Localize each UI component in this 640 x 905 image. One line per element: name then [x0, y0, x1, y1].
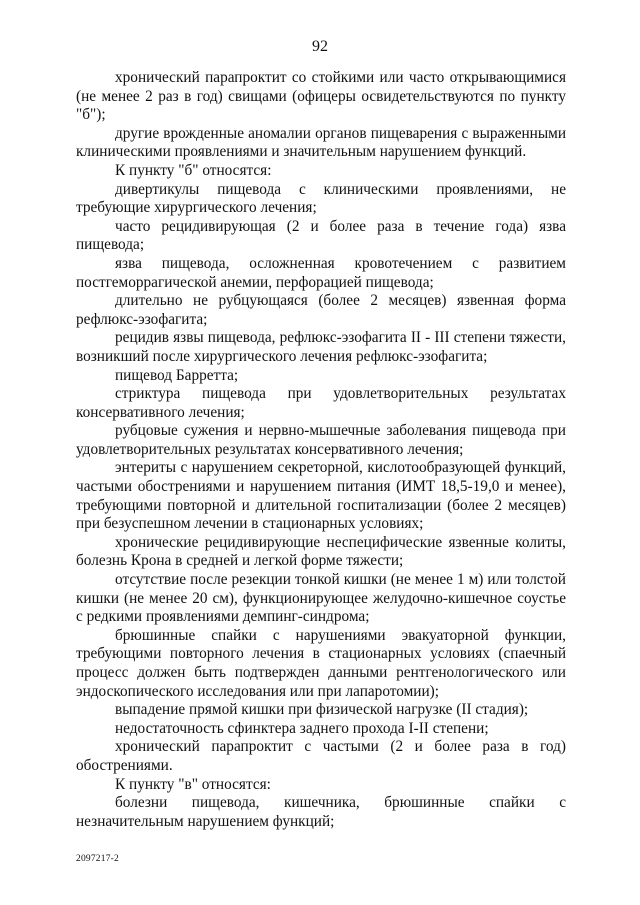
document-code: 2097217-2: [76, 854, 119, 864]
paragraph: недостаточность сфинктера заднего прохода I-II степени;: [115, 719, 489, 737]
paragraph: хронический парапроктит с частыми (2 и более раза в год) обострениями.: [76, 738, 566, 774]
paragraph: язва пищевода, осложненная кровотечением с развитием постгеморрагической анемии, перфорацией пищевода;: [76, 254, 566, 291]
paragraph: другие врожденные аномалии органов пищеварения с выраженными клиническими проявлениями и значительным нарушением функций.: [76, 124, 566, 161]
document-body: [76, 69, 566, 831]
paragraph: пищевод Барретта;: [115, 366, 239, 384]
paragraph: выпадение прямой кишки при физической нагрузке (II стадия);: [115, 701, 529, 719]
paragraph: дивертикулы пищевода с клиническими проявлениями, не требующие хирургического лечения;: [76, 180, 566, 217]
paragraph: длительно не рубцующаяся (более 2 месяцев) язвенная форма рефлюкс-эзофагита;: [76, 292, 566, 328]
paragraph: хронический парапроктит со стойкими или часто открывающимися (не менее 2 раз в год) свищами (офицеры освидетельствуются по пункту "б");: [76, 69, 566, 124]
page-number: 92: [312, 38, 328, 55]
paragraph: болезни пищевода, кишечника, брюшинные спайки с незначительным нарушением функций;: [76, 794, 566, 830]
paragraph: часто рецидивирующая (2 и более раза в течение года) язва пищевода;: [76, 217, 566, 254]
paragraph: отсутствие после резекции тонкой кишки (не менее 1 м) или толстой кишки (не менее 20 см), функционирующее желудочно-кишечное соустье с редкими проявлениями демпинг-синдрома;: [76, 571, 566, 626]
paragraph: брюшинные спайки с нарушениями эвакуаторной функции, требующими повторного лечения в стационарных условиях (спаечный процесс должен быть подтвержден данными рентгенологического или эндоскопического исследования или при лапаротомии);: [76, 626, 566, 700]
section-heading-v: К пункту "в" относятся:: [115, 775, 271, 793]
paragraph: энтериты с нарушением секреторной, кислотообразующей функций, частыми обострениями и нарушением питания (ИМТ 18,5-19,0 и менее), требующими повторной и длительной госпитализации (более 2 месяцев) при безуспешном лечении в стационарных условиях;: [76, 459, 566, 533]
paragraph: хронические рецидивирующие неспецифические язвенные колиты, болезнь Крона в средней и легкой форме тяжести;: [76, 533, 566, 570]
section-heading-b: К пункту "б" относятся:: [115, 161, 272, 179]
paragraph: стриктура пищевода при удовлетворительных результатах консервативного лечения;: [76, 385, 566, 421]
paragraph: рубцовые сужения и нервно-мышечные заболевания пищевода при удовлетворительных результатах консервативного лечения;: [76, 422, 566, 458]
paragraph: рецидив язвы пищевода, рефлюкс-эзофагита II - III степени тяжести, возникший после хирургического лечения рефлюкс-эзофагита;: [76, 329, 566, 365]
